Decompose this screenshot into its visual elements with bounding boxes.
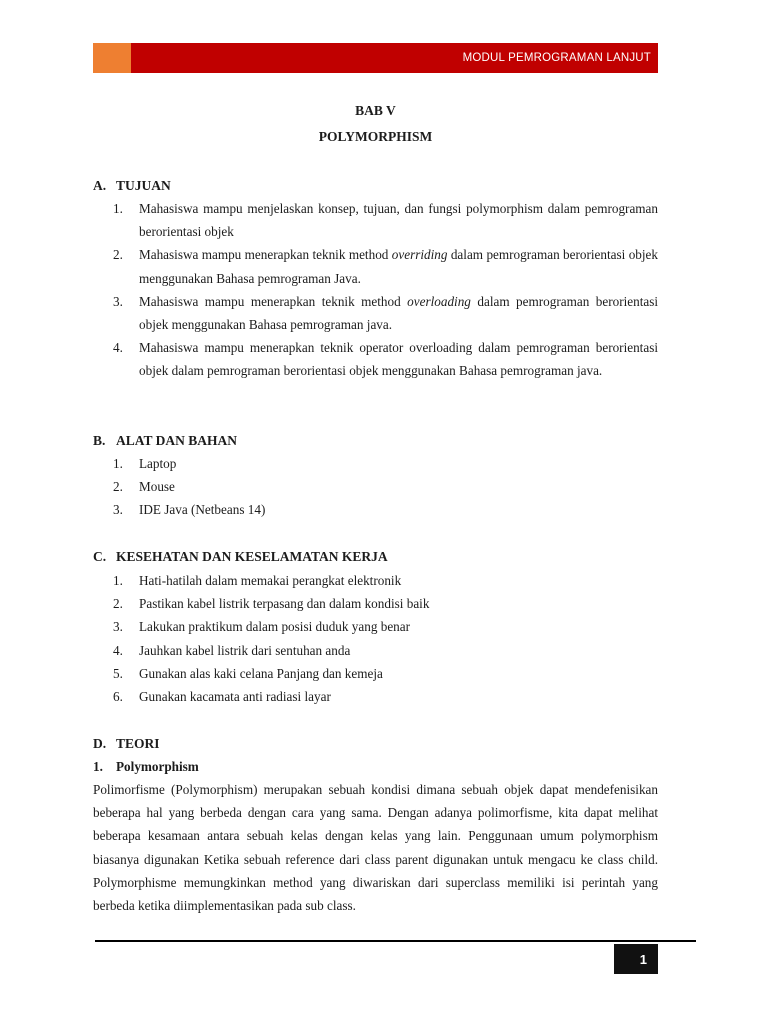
header-accent-block [93, 43, 131, 73]
section-marker: C. [93, 549, 107, 564]
list-item [113, 615, 658, 638]
k3-list [113, 569, 658, 708]
list-item [113, 592, 658, 615]
list-item-text: Gunakan alas kaki celana Panjang dan kemeja [139, 665, 383, 681]
list-number: 1. [113, 456, 123, 471]
list-item-text: Mahasiswa mampu menerapkan teknik operator overloading dalam pemrograman berorientasi objek dalam pemrograman berorientasi objek menggunakan Bahasa pemrograman java. [139, 340, 658, 379]
list-number: 4. [113, 340, 123, 356]
list-number: 1. [113, 201, 123, 216]
section-c-heading [93, 549, 388, 565]
list-item [113, 290, 658, 336]
subsection-title: Polymorphism [116, 759, 199, 774]
list-item [113, 475, 658, 498]
list-item-text: Hati-hatilah dalam memakai perangkat elektronik [139, 573, 402, 588]
list-item-text: Mahasiswa mampu menerapkan teknik method overriding dalam pemrograman berorientasi objek menggunakan Bahasa pemrograman Java. [139, 247, 658, 286]
chapter-title: BAB V [355, 103, 396, 118]
list-number: 2. [113, 596, 123, 612]
list-item-text: Mahasiswa mampu menjelaskan konsep, tujuan, dan fungsi polymorphism dalam pemrograman berorientasi objek [139, 201, 658, 240]
list-number: 3. [113, 293, 123, 309]
theory-paragraph: Polimorfisme (Polymorphism) merupakan sebuah kondisi dimana sebuah objek dapat mendefenisikan beberapa hal yang berbeda dengan cara yang sama. Dengan adanya polimorfisme, kita dapat melihat beberapa kesamaan antara sebuah kelas dengan kelas yang lain. Penggunaan umum polymorphism biasanya digunakan Ketika sebuah reference dari class parent digunakan untuk mengacu ke class child. Polymorphisme memungkinkan method yang diwariskan dari superclass memiliki isi perintah yang berbeda ketika diimplementasikan pada sub class. [93, 782, 658, 914]
list-number: 3. [113, 619, 123, 635]
header-bar [131, 43, 658, 73]
list-item-text: Gunakan kacamata anti radiasi layar [139, 689, 331, 705]
section-b-heading [93, 433, 237, 449]
tujuan-list [113, 197, 658, 383]
section-a-heading [93, 178, 171, 194]
list-item-text: Jauhkan kabel listrik dari sentuhan anda [139, 642, 351, 658]
subsection-heading [93, 759, 199, 775]
list-item [113, 662, 658, 685]
list-number: 2. [113, 247, 123, 263]
list-item-text: Mahasiswa mampu menerapkan teknik method overloading dalam pemrograman berorientasi objek menggunakan Bahasa pemrograman java. [139, 293, 659, 333]
list-item-text: IDE Java (Netbeans 14) [139, 502, 266, 518]
list-item [113, 336, 658, 382]
list-item-text: Pastikan kabel listrik terpasang dan dalam kondisi baik [139, 596, 430, 612]
section-marker: A. [93, 178, 107, 193]
topic-title: POLYMORPHISM [318, 129, 433, 144]
list-number: 6. [113, 689, 123, 705]
list-item [113, 452, 658, 475]
list-number: 3. [113, 502, 123, 518]
list-item [113, 197, 658, 243]
section-title: ALAT DAN BAHAN [116, 433, 238, 448]
section-title: TEORI [116, 736, 160, 751]
list-item [113, 498, 658, 521]
list-item [113, 685, 658, 708]
list-item-text: Laptop [139, 456, 177, 471]
header-title: MODUL PEMROGRAMAN LANJUT [462, 52, 651, 64]
list-item [113, 243, 658, 289]
list-item-text: Lakukan praktikum dalam posisi duduk yang benar [139, 619, 411, 635]
alat-bahan-list [113, 452, 658, 522]
section-d-heading [93, 736, 160, 752]
list-item [113, 639, 658, 662]
subsection-marker: 1. [93, 759, 103, 774]
list-number: 1. [113, 573, 123, 588]
section-title: KESEHATAN DAN KESELAMATAN KERJA [116, 549, 388, 564]
footer-rule [95, 940, 696, 942]
list-number: 5. [113, 665, 123, 681]
section-marker: D. [93, 736, 107, 751]
section-title: TUJUAN [116, 178, 171, 193]
list-number: 2. [113, 479, 123, 495]
list-item-text: Mouse [139, 479, 175, 495]
page-number: 1 [639, 951, 647, 967]
page-number-box [614, 944, 658, 974]
section-marker: B. [93, 433, 106, 448]
list-number: 4. [113, 642, 123, 658]
list-item [113, 569, 658, 592]
